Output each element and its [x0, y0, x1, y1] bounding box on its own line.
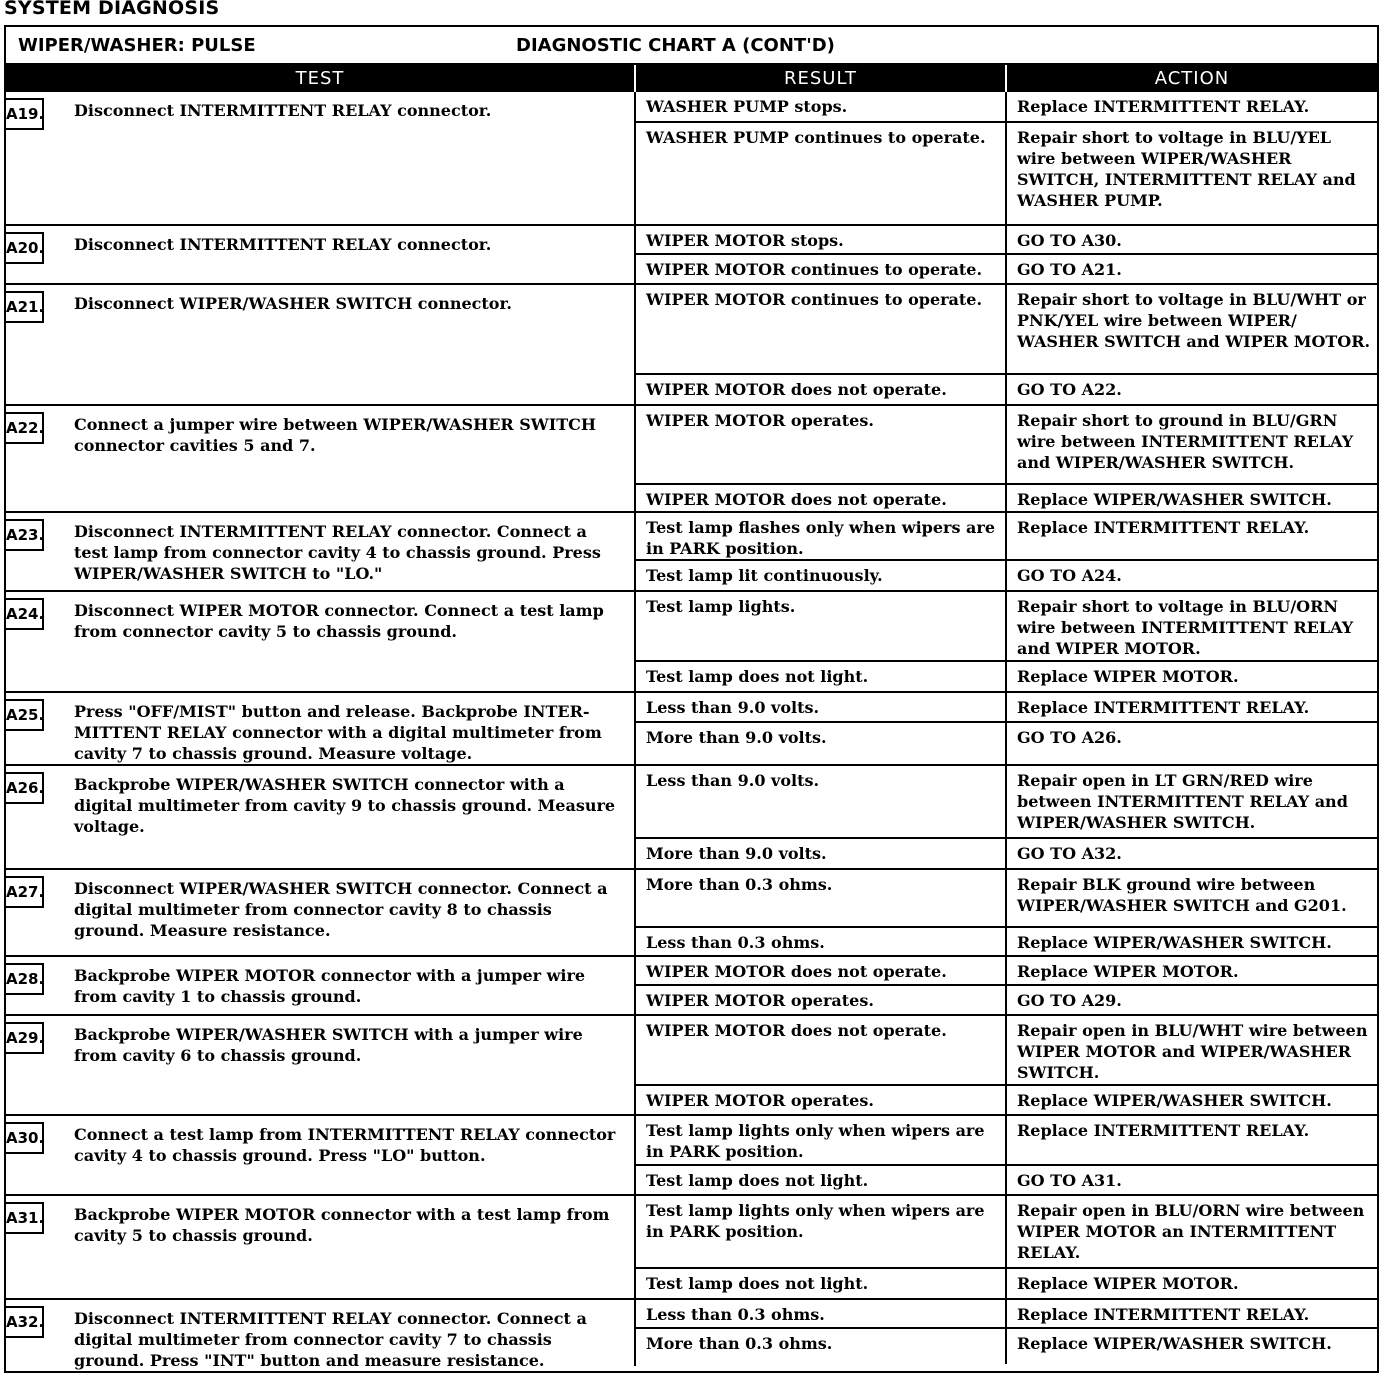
result-cell: Test lamp lit continuously. [636, 561, 1007, 590]
action-cell: Replace WIPER MOTOR. [1017, 1274, 1239, 1293]
result-cell: Test lamp flashes only when wipers are in PARK position. [636, 513, 1007, 559]
result-action-row [636, 285, 1377, 375]
page-title: SYSTEM DIAGNOSIS [4, 0, 220, 19]
result-cell: WIPER MOTOR continues to operate. [636, 285, 1007, 373]
result-action-row [636, 513, 1377, 561]
result-action-row [636, 123, 1377, 224]
result-action-row [636, 1329, 1377, 1364]
step-id: A30. [4, 1122, 44, 1154]
test-cell [6, 1196, 636, 1298]
step-id: A31. [4, 1202, 44, 1234]
result-cell: WIPER MOTOR does not operate. [636, 375, 1007, 404]
action-cell: Repair short to voltage in BLU/WHT or PNK/YEL wire between WIPER/ WASHER SWITCH and WIPER MOTOR. [1017, 290, 1371, 351]
step-row [6, 92, 1377, 226]
result-cell: More than 0.3 ohms. [636, 1329, 1007, 1364]
result-action-row [636, 375, 1377, 404]
step-id: A29. [4, 1022, 44, 1054]
step-row [6, 285, 1377, 406]
action-cell: Replace INTERMITTENT RELAY. [1017, 1121, 1310, 1140]
step-row [6, 1016, 1377, 1116]
test-cell [6, 406, 636, 511]
test-text: Disconnect WIPER/WASHER SWITCH connector. [74, 294, 512, 313]
result-action-row [636, 839, 1377, 868]
action-cell: Replace INTERMITTENT RELAY. [1017, 1305, 1310, 1324]
test-cell [6, 957, 636, 1014]
result-action-group [636, 766, 1377, 868]
result-action-group [636, 92, 1377, 224]
result-action-group [636, 406, 1377, 511]
step-id: A28. [4, 963, 44, 995]
result-cell: WIPER MOTOR does not operate. [636, 485, 1007, 511]
result-cell: Test lamp lights only when wipers are in PARK position. [636, 1116, 1007, 1164]
action-cell: GO TO A32. [1017, 844, 1122, 863]
result-cell: WIPER MOTOR operates. [636, 406, 1007, 483]
result-action-row [636, 1166, 1377, 1194]
action-cell: Replace INTERMITTENT RELAY. [1017, 698, 1310, 717]
result-action-row [636, 986, 1377, 1014]
step-id: A26. [4, 772, 44, 804]
result-cell: More than 9.0 volts. [636, 723, 1007, 764]
test-text: Connect a jumper wire between WIPER/WASHER SWITCH connector cavities 5 and 7. [74, 415, 597, 455]
step-row [6, 1300, 1377, 1370]
test-text: Backprobe WIPER/WASHER SWITCH connector with a digital multimeter from cavity 9 to chassis ground. Measure voltage. [74, 775, 616, 836]
result-action-row [636, 662, 1377, 691]
action-cell: Repair short to voltage in BLU/ORN wire between INTERMITTENT RELAY and WIPER MOTOR. [1017, 597, 1354, 658]
test-cell [6, 592, 636, 691]
test-cell [6, 226, 636, 283]
diagnostic-chart [4, 25, 1379, 1373]
action-cell: GO TO A26. [1017, 728, 1122, 747]
step-row [6, 513, 1377, 592]
step-id: A20. [4, 232, 44, 264]
action-cell: Replace INTERMITTENT RELAY. [1017, 97, 1310, 116]
column-headers [6, 65, 1377, 92]
result-action-row [636, 1016, 1377, 1086]
result-action-group [636, 1116, 1377, 1194]
result-action-row [636, 693, 1377, 723]
chart-header [6, 27, 1377, 65]
step-id: A25. [4, 699, 44, 731]
result-action-row [636, 226, 1377, 255]
result-action-group [636, 870, 1377, 955]
step-id: A19. [4, 98, 44, 130]
step-id: A24. [4, 598, 44, 630]
result-action-row [636, 957, 1377, 986]
result-cell: WIPER MOTOR operates. [636, 986, 1007, 1014]
step-row [6, 592, 1377, 693]
result-action-group [636, 513, 1377, 590]
test-text: Disconnect WIPER/WASHER SWITCH connector. Connect a digital multimeter from connector cavity 8 to chassis ground. Measure resistance. [74, 879, 608, 940]
result-cell: WASHER PUMP continues to operate. [636, 123, 1007, 224]
result-action-row [636, 92, 1377, 123]
result-cell: Test lamp does not light. [636, 1166, 1007, 1194]
result-cell: More than 9.0 volts. [636, 839, 1007, 868]
result-cell: Less than 0.3 ohms. [636, 928, 1007, 955]
step-row [6, 766, 1377, 870]
test-text: Connect a test lamp from INTERMITTENT RELAY connector cavity 4 to chassis ground. Press "LO" button. [74, 1125, 616, 1165]
column-header-action: ACTION [1154, 68, 1230, 89]
result-cell: Test lamp does not light. [636, 662, 1007, 691]
action-cell: GO TO A21. [1017, 260, 1122, 279]
action-cell: Repair BLK ground wire between WIPER/WASHER SWITCH and G201. [1017, 875, 1347, 915]
result-action-row [636, 1269, 1377, 1298]
result-cell: Less than 9.0 volts. [636, 766, 1007, 837]
result-action-row [636, 1086, 1377, 1114]
result-cell: Test lamp does not light. [636, 1269, 1007, 1298]
column-header-test: TEST [6, 65, 636, 92]
action-cell: Replace WIPER/WASHER SWITCH. [1017, 933, 1332, 952]
action-cell: Repair open in BLU/WHT wire between WIPER MOTOR and WIPER/WASHER SWITCH. [1017, 1021, 1368, 1082]
test-cell [6, 766, 636, 868]
result-cell: WIPER MOTOR does not operate. [636, 957, 1007, 984]
test-text: Backprobe WIPER MOTOR connector with a test lamp from cavity 5 to chassis ground. [74, 1205, 610, 1245]
test-cell [6, 1116, 636, 1194]
result-action-group [636, 693, 1377, 764]
test-text: Backprobe WIPER/WASHER SWITCH with a jumper wire from cavity 6 to chassis ground. [74, 1025, 583, 1065]
result-action-row [636, 485, 1377, 511]
result-action-group [636, 957, 1377, 1014]
chart-title: DIAGNOSTIC CHART A (CONT'D) [516, 35, 835, 56]
result-action-group [636, 285, 1377, 404]
result-cell: WASHER PUMP stops. [636, 92, 1007, 121]
result-action-group [636, 1196, 1377, 1298]
test-cell [6, 870, 636, 955]
action-cell: Replace WIPER/WASHER SWITCH. [1017, 1334, 1332, 1353]
result-action-row [636, 1196, 1377, 1269]
step-id: A23. [4, 519, 44, 551]
action-cell: GO TO A29. [1017, 991, 1122, 1010]
result-cell: Test lamp lights only when wipers are in PARK position. [636, 1196, 1007, 1267]
action-cell: GO TO A24. [1017, 566, 1122, 585]
result-action-row [636, 1116, 1377, 1166]
step-row [6, 1116, 1377, 1196]
result-action-row [636, 1300, 1377, 1329]
action-cell: GO TO A31. [1017, 1171, 1122, 1190]
action-cell: GO TO A22. [1017, 380, 1122, 399]
action-cell: Replace INTERMITTENT RELAY. [1017, 518, 1310, 537]
test-text: Press "OFF/MIST" button and release. Backprobe INTER-MITTENT RELAY connector with a digital multimeter from cavity 7 to chassis ground. Measure voltage. [74, 702, 602, 763]
result-action-row [636, 766, 1377, 839]
test-text: Backprobe WIPER MOTOR connector with a jumper wire from cavity 1 to chassis ground. [74, 966, 586, 1006]
action-cell: Replace WIPER MOTOR. [1017, 667, 1239, 686]
step-id: A21. [4, 291, 44, 323]
result-cell: More than 0.3 ohms. [636, 870, 1007, 926]
test-cell [6, 285, 636, 404]
test-cell [6, 92, 636, 224]
step-row [6, 957, 1377, 1016]
action-cell: Repair open in LT GRN/RED wire between INTERMITTENT RELAY and WIPER/WASHER SWITCH. [1017, 771, 1348, 832]
result-action-row [636, 561, 1377, 590]
action-cell: Replace WIPER/WASHER SWITCH. [1017, 1091, 1332, 1110]
result-action-group [636, 592, 1377, 691]
step-row [6, 1196, 1377, 1300]
system-name: WIPER/WASHER: PULSE [18, 35, 256, 56]
test-text: Disconnect INTERMITTENT RELAY connector. Connect a digital multimeter from connector cavity 7 to chassis ground. Press "INT" button and measure resistance. [74, 1309, 587, 1370]
step-row [6, 693, 1377, 766]
chart-body [6, 92, 1377, 1370]
test-text: Disconnect INTERMITTENT RELAY connector. [74, 235, 492, 254]
test-cell [6, 1016, 636, 1114]
action-cell: Replace WIPER/WASHER SWITCH. [1017, 490, 1332, 509]
result-action-row [636, 723, 1377, 764]
action-cell: GO TO A30. [1017, 231, 1122, 250]
result-action-row [636, 255, 1377, 283]
action-cell: Repair short to ground in BLU/GRN wire between INTERMITTENT RELAY and WIPER/WASHER SWITCH. [1017, 411, 1354, 472]
step-row [6, 226, 1377, 285]
result-action-row [636, 406, 1377, 485]
step-id: A27. [4, 876, 44, 908]
test-cell [6, 1300, 636, 1370]
result-cell: Test lamp lights. [636, 592, 1007, 660]
result-action-row [636, 592, 1377, 662]
result-cell: WIPER MOTOR operates. [636, 1086, 1007, 1114]
step-row [6, 870, 1377, 957]
result-action-row [636, 928, 1377, 955]
result-cell: WIPER MOTOR does not operate. [636, 1016, 1007, 1084]
result-cell: WIPER MOTOR continues to operate. [636, 255, 1007, 283]
test-text: Disconnect INTERMITTENT RELAY connector. Connect a test lamp from connector cavity 4 to chassis ground. Press WIPER/WASHER SWITCH to "LO." [74, 522, 601, 583]
test-text: Disconnect WIPER MOTOR connector. Connect a test lamp from connector cavity 5 to chassis ground. [74, 601, 604, 641]
result-action-group [636, 1300, 1377, 1366]
result-cell: Less than 0.3 ohms. [636, 1300, 1007, 1327]
result-action-row [636, 870, 1377, 928]
step-row [6, 406, 1377, 513]
step-id: A32. [4, 1306, 44, 1338]
action-cell: Repair short to voltage in BLU/YEL wire between WIPER/WASHER SWITCH, INTERMITTENT RELAY and WASHER PUMP. [1017, 128, 1356, 210]
result-action-group [636, 226, 1377, 283]
result-cell: Less than 9.0 volts. [636, 693, 1007, 721]
step-id: A22. [4, 412, 44, 444]
action-cell: Repair open in BLU/ORN wire between WIPER MOTOR an INTERMITTENT RELAY. [1017, 1201, 1365, 1262]
result-cell: WIPER MOTOR stops. [636, 226, 1007, 253]
result-action-group [636, 1016, 1377, 1114]
column-header-result: RESULT [636, 65, 1007, 92]
action-cell: Replace WIPER MOTOR. [1017, 962, 1239, 981]
test-text: Disconnect INTERMITTENT RELAY connector. [74, 101, 492, 120]
test-cell [6, 693, 636, 764]
test-cell [6, 513, 636, 590]
